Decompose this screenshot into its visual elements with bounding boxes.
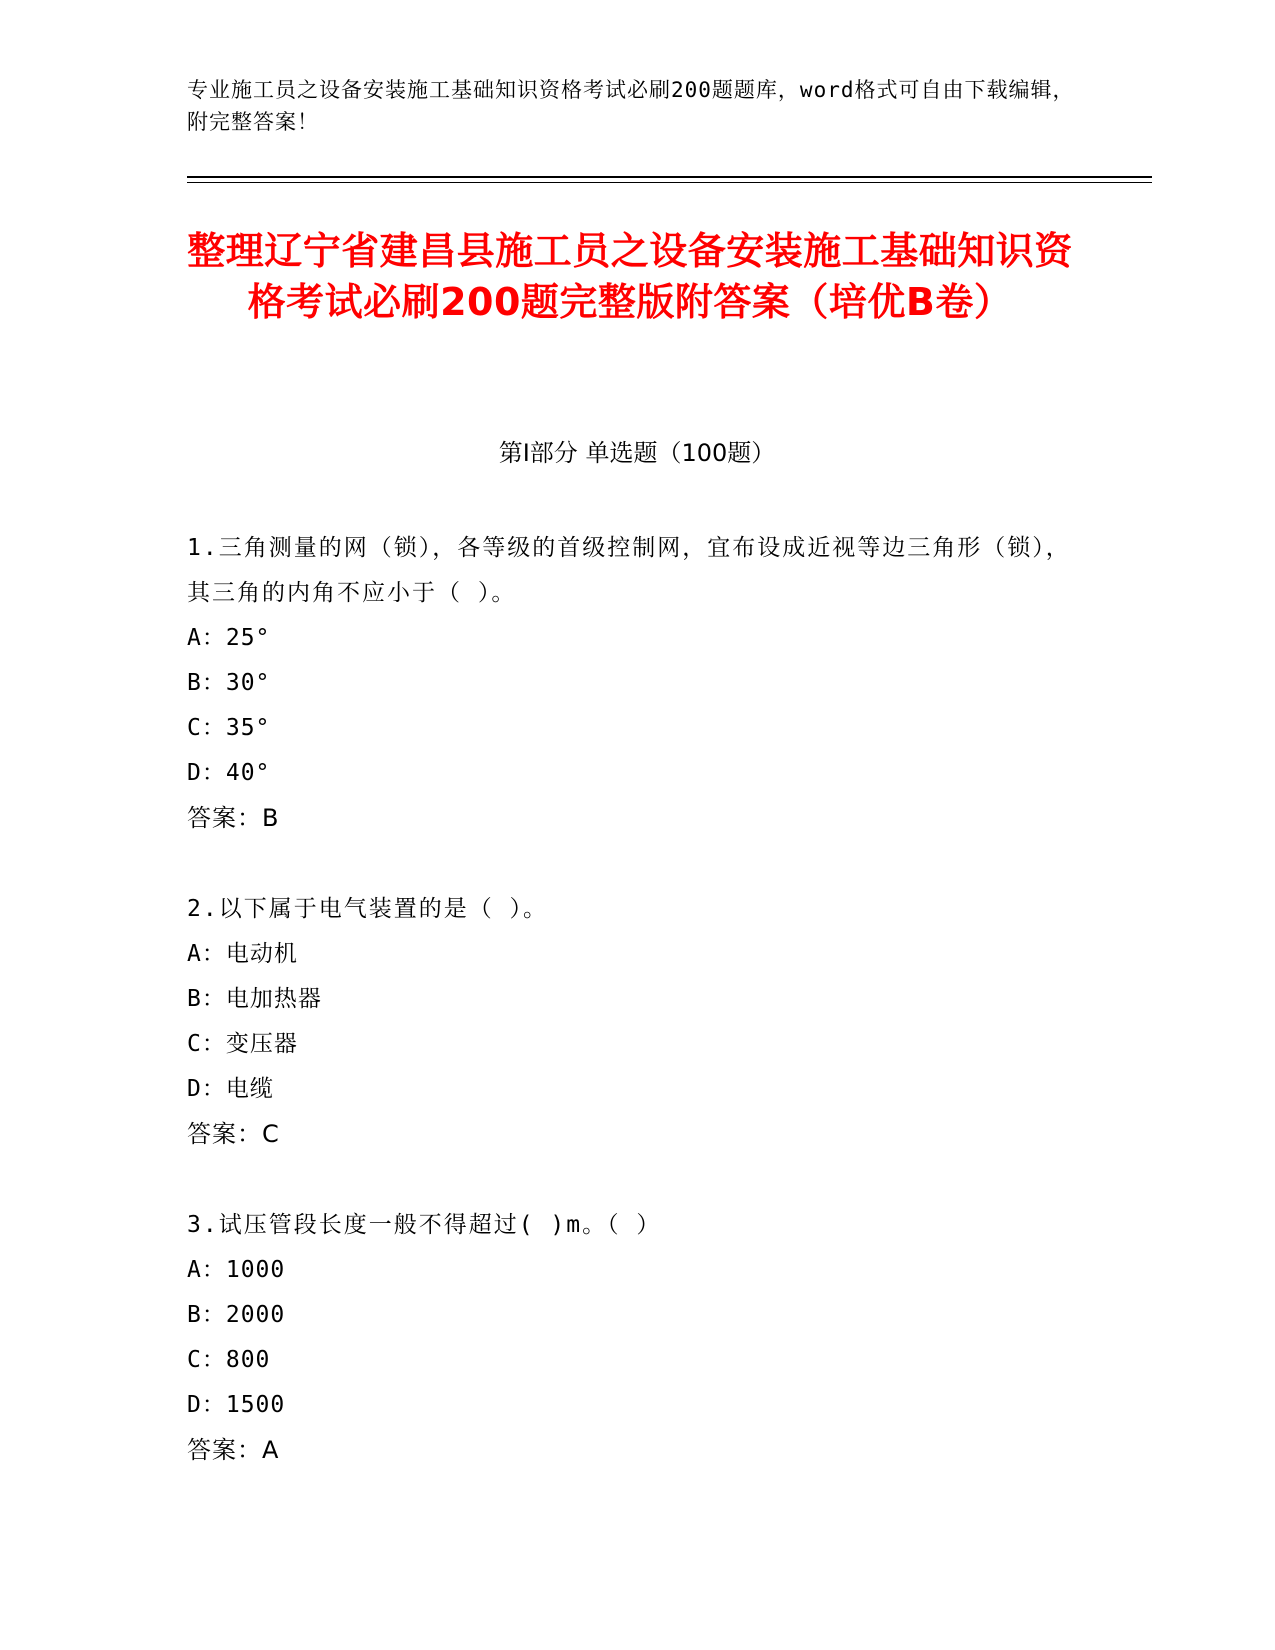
answer-line: 答案：B [187,804,280,832]
option-c: C：35° [187,715,271,741]
option-c: C：800 [187,1347,271,1373]
option-d: D：1500 [187,1392,286,1418]
option-d: D：40° [187,760,271,786]
option-b: B：2000 [187,1302,286,1328]
question-stem: 3.试压管段长度一般不得超过( )m。（ ） [187,1212,662,1238]
question-list [187,526,1087,1519]
option-d: D：电缆 [187,1076,274,1102]
header-divider-thick [187,176,1152,178]
question-2 [187,887,1087,1157]
option-a: A：1000 [187,1257,286,1283]
option-b: B：电加热器 [187,986,322,1012]
option-c: C：变压器 [187,1031,298,1057]
question-stem: 1.三角测量的网（锁），各等级的首级控制网，宜布设成近视等边三角形（锁），其三角的内角不应小于（ ）。 [187,535,1071,606]
answer-line: 答案：A [187,1436,280,1464]
question-3 [187,1203,1087,1473]
answer-line: 答案：C [187,1120,280,1148]
section-title: 第I部分 单选题（100题） [498,439,776,467]
option-a: A：25° [187,625,271,651]
question-stem: 2.以下属于电气装置的是（ ）。 [187,896,549,922]
option-a: A：电动机 [187,941,298,967]
document-title: 整理辽宁省建昌县施工员之设备安装施工基础知识资格考试必刷200题完整版附答案（培优B卷） [187,229,1073,324]
question-1 [187,526,1087,841]
option-b: B：30° [187,670,271,696]
header-note: 专业施工员之设备安装施工基础知识资格考试必刷200题题库，word格式可自由下载编辑，附完整答案！ [187,78,1075,134]
header-divider-thin [187,182,1152,183]
